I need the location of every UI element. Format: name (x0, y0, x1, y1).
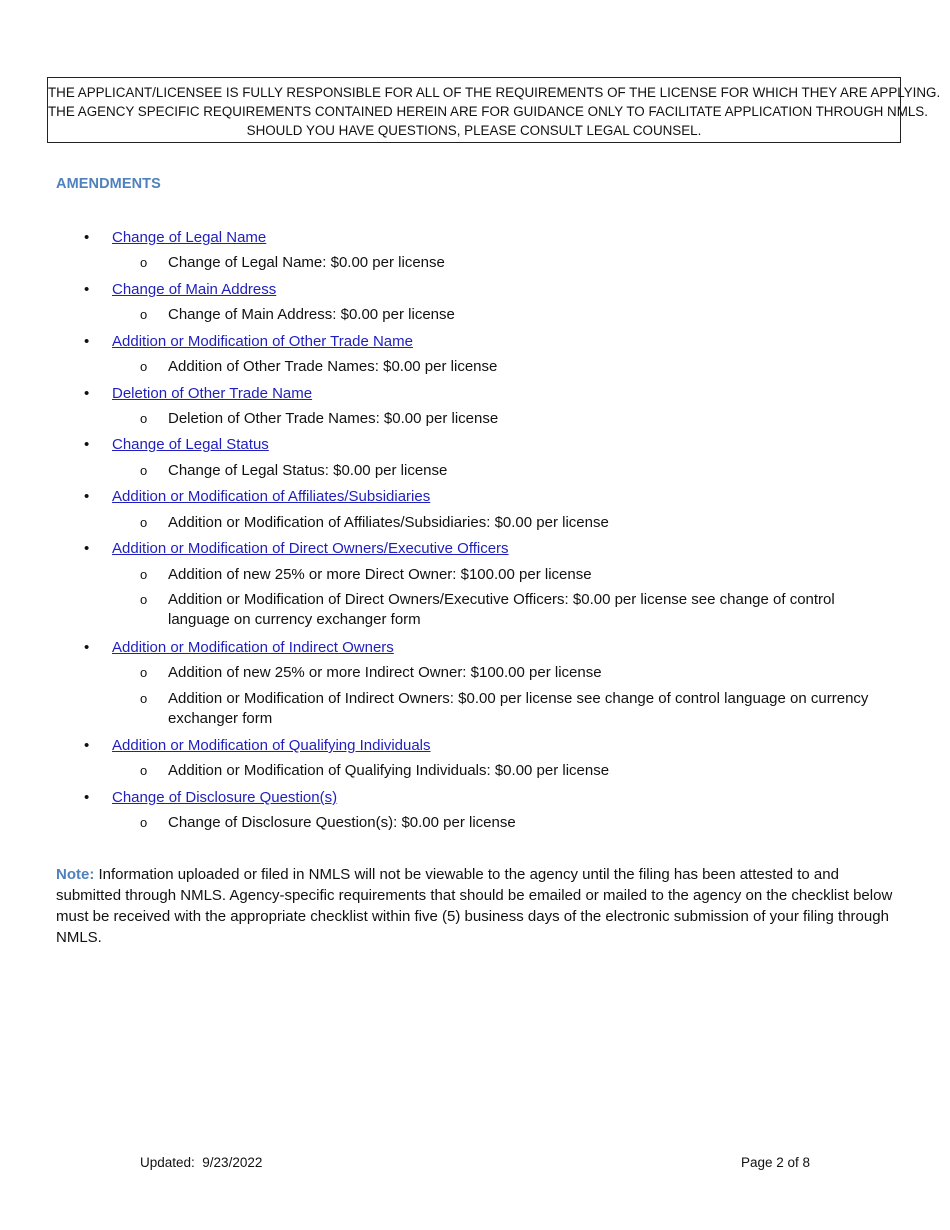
section-title: AMENDMENTS (56, 176, 161, 192)
disclaimer-box (47, 77, 941, 143)
amendment-sub-text: Deletion of Other Trade Names: $0.00 per license (168, 410, 499, 427)
amendment-sub-text: Change of Legal Name: $0.00 per license (168, 254, 445, 271)
amendment-sub-text: Change of Disclosure Question(s): $0.00 per license (168, 814, 516, 831)
bullet-icon: • (84, 540, 90, 557)
bullet-icon: • (84, 385, 90, 402)
amendment-link[interactable]: Addition or Modification of Indirect Owners (112, 639, 394, 656)
amendment-sub-text: Change of Main Address: $0.00 per license (168, 306, 455, 323)
amendment-link[interactable]: Addition or Modification of Affiliates/Subsidiaries (112, 488, 431, 505)
amendment-link[interactable]: Change of Disclosure Question(s) (112, 789, 338, 806)
sub-bullet-icon: o (140, 763, 148, 778)
sub-bullet-icon: o (140, 359, 148, 374)
amendment-link[interactable]: Change of Legal Status (112, 436, 269, 453)
sub-bullet-icon: o (140, 515, 148, 530)
amendment-link[interactable]: Change of Legal Name (112, 229, 267, 246)
sub-bullet-icon: o (140, 567, 148, 582)
bullet-icon: • (84, 229, 90, 246)
sub-bullet-icon: o (140, 255, 148, 270)
bullet-icon: • (84, 436, 90, 453)
sub-bullet-icon: o (140, 307, 148, 322)
sub-bullet-icon: o (140, 815, 148, 830)
bullet-icon: • (84, 333, 90, 350)
bullet-icon: • (84, 281, 90, 298)
footer-page-number: Page 2 of 8 (741, 1155, 811, 1170)
disclaimer-line-2: THE AGENCY SPECIFIC REQUIREMENTS CONTAINED HEREIN ARE FOR GUIDANCE ONLY TO FACILITATE APPLICATION THROUGH NMLS. (48, 104, 928, 119)
bullet-icon: • (84, 639, 90, 656)
footer-updated: Updated: 9/23/2022 (140, 1155, 263, 1170)
amendment-link[interactable]: Deletion of Other Trade Name (112, 385, 313, 402)
bullet-icon: • (84, 737, 90, 754)
disclaimer-line-1: THE APPLICANT/LICENSEE IS FULLY RESPONSIBLE FOR ALL OF THE REQUIREMENTS OF THE LICENSE FOR WHICH THEY ARE APPLYING. (48, 85, 941, 100)
amendment-sub-text: Addition of new 25% or more Indirect Owner: $100.00 per license (168, 664, 602, 681)
amendment-link[interactable]: Addition or Modification of Other Trade Name (112, 333, 413, 350)
bullet-icon: • (84, 488, 90, 505)
note-paragraph (56, 864, 901, 948)
amendment-link[interactable]: Addition or Modification of Qualifying Individuals (112, 737, 431, 754)
amendment-sub-text: Addition of Other Trade Names: $0.00 per license (168, 358, 498, 375)
bullet-icon: • (84, 789, 90, 806)
sub-bullet-icon: o (140, 665, 148, 680)
amendment-sub-text: Addition of new 25% or more Direct Owner: $100.00 per license (168, 566, 592, 583)
sub-bullet-icon: o (140, 592, 148, 607)
amendment-sub-text: Addition or Modification of Affiliates/Subsidiaries: $0.00 per license (168, 514, 609, 531)
amendment-sub-text: Change of Legal Status: $0.00 per license (168, 462, 448, 479)
amendment-sub-text: Addition or Modification of Indirect Owners: $0.00 per license see change of control language on currency exchanger form (168, 690, 869, 727)
disclaimer-line-3: SHOULD YOU HAVE QUESTIONS, PLEASE CONSULT LEGAL COUNSEL. (246, 123, 702, 138)
sub-bullet-icon: o (140, 463, 148, 478)
sub-bullet-icon: o (140, 411, 148, 426)
amendment-link[interactable]: Addition or Modification of Direct Owners/Executive Officers (112, 540, 509, 557)
note-text: Information uploaded or filed in NMLS will not be viewable to the agency until the filing has been attested to and submitted through NMLS. Agency-specific requirements that should be emailed or mailed to the agency on the checklist below must be received with the appropriate checklist within five (5) business days of the electronic submission of your filing through NMLS. (56, 866, 893, 946)
amendment-sub-text: Addition or Modification of Qualifying Individuals: $0.00 per license (168, 762, 610, 779)
amendment-sub-text: Addition or Modification of Direct Owners/Executive Officers: $0.00 per license see change of control language on currency exchanger form (168, 591, 835, 628)
note-label: Note: (56, 866, 95, 883)
sub-bullet-icon: o (140, 691, 148, 706)
amendment-link[interactable]: Change of Main Address (112, 281, 277, 298)
